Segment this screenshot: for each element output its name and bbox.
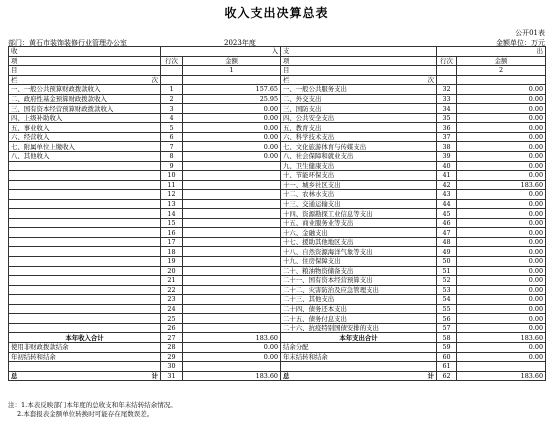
income-item: 八、其他收入 — [9, 152, 161, 162]
income-amount: 25.95 — [183, 94, 281, 104]
income-item — [9, 199, 161, 209]
header-mu-right: 目 — [281, 66, 437, 76]
header-mu-left: 目 — [9, 66, 161, 76]
expense-amount: 0.00 — [457, 295, 546, 305]
expense-item: 十八、自然资源海洋气象等支出 — [281, 247, 437, 257]
expense-item: 十、节能环保支出 — [281, 171, 437, 181]
income-amount — [183, 161, 281, 171]
expense-amount: 0.00 — [457, 161, 546, 171]
expense-amount — [457, 362, 546, 372]
income-amount — [183, 323, 281, 333]
expense-item — [281, 371, 437, 381]
header-item-right: 项 — [281, 56, 437, 66]
income-amount — [183, 171, 281, 181]
income-amount: 0.00 — [183, 352, 281, 362]
income-row-no: 17 — [161, 237, 183, 247]
expense-item: 本年支出合计 — [281, 333, 437, 343]
income-item — [9, 371, 161, 381]
expense-amount: 0.00 — [457, 323, 546, 333]
form-number: 公开01表 — [515, 29, 545, 37]
header-rowno-right: 行次 — [437, 56, 457, 66]
table-row — [9, 142, 546, 152]
expense-amount: 0.00 — [457, 266, 546, 276]
expense-row-no: 34 — [437, 104, 457, 114]
income-amount: 0.00 — [183, 142, 281, 152]
income-amount: 157.65 — [183, 85, 281, 95]
income-amount — [183, 237, 281, 247]
expense-amount: 0.00 — [457, 209, 546, 219]
income-row-no: 14 — [161, 209, 183, 219]
expense-item: 三、国防支出 — [281, 104, 437, 114]
income-row-no: 18 — [161, 247, 183, 257]
income-row-no: 31 — [161, 371, 183, 381]
income-amount — [183, 228, 281, 238]
expense-item: 二十五、债务付息支出 — [281, 314, 437, 324]
table-row — [9, 132, 546, 142]
expense-amount: 0.00 — [457, 123, 546, 133]
header-col1: 1 — [183, 66, 281, 76]
expense-row-no: 32 — [437, 85, 457, 95]
income-item — [9, 276, 161, 286]
table-row — [9, 323, 546, 333]
table-row — [9, 218, 546, 228]
income-amount — [183, 362, 281, 372]
income-amount: 0.00 — [183, 113, 281, 123]
expense-row-no: 45 — [437, 209, 457, 219]
expense-amount: 0.00 — [457, 304, 546, 314]
expense-row-no: 33 — [437, 94, 457, 104]
header-row-1 — [9, 47, 546, 57]
income-item: 四、上级补助收入 — [9, 113, 161, 123]
income-row-no: 7 — [161, 142, 183, 152]
table-row — [9, 352, 546, 362]
table-row — [9, 333, 546, 343]
income-row-no: 1 — [161, 85, 183, 95]
expense-amount: 0.00 — [457, 247, 546, 257]
expense-row-no: 57 — [437, 323, 457, 333]
table-row — [9, 237, 546, 247]
income-item — [9, 314, 161, 324]
expense-amount: 0.00 — [457, 257, 546, 267]
expense-row-no: 39 — [437, 152, 457, 162]
income-item — [9, 266, 161, 276]
unit-label: 金额单位：万元 — [496, 39, 545, 47]
income-row-no: 12 — [161, 190, 183, 200]
footnote-1: 注：1.本表反映部门本年度的总收支和年末结转结余情况。 — [8, 401, 177, 409]
expense-item: 十四、资源勘探工业信息等支出 — [281, 209, 437, 219]
income-item — [9, 171, 161, 181]
header-col2: 2 — [457, 66, 546, 76]
income-item-part-b: 计 — [151, 371, 158, 380]
income-amount — [183, 199, 281, 209]
income-amount: 183.60 — [183, 371, 281, 381]
table-row — [9, 104, 546, 114]
income-row-no: 23 — [161, 295, 183, 305]
table-row — [9, 85, 546, 95]
expense-item: 九、卫生健康支出 — [281, 161, 437, 171]
expense-amount: 0.00 — [457, 113, 546, 123]
expense-row-no: 48 — [437, 237, 457, 247]
income-amount: 0.00 — [183, 104, 281, 114]
income-item: 三、国有资本经营预算财政拨款收入 — [9, 104, 161, 114]
income-row-no: 26 — [161, 323, 183, 333]
header-lan-ci-left — [9, 75, 161, 85]
expense-item: 二十三、其他支出 — [281, 295, 437, 305]
income-item — [9, 285, 161, 295]
expense-row-no: 35 — [437, 113, 457, 123]
income-row-no: 8 — [161, 152, 183, 162]
expense-item: 结余分配 — [281, 342, 437, 352]
income-item — [9, 247, 161, 257]
header-row-2 — [9, 56, 546, 66]
expense-item: 四、公共安全支出 — [281, 113, 437, 123]
expense-row-no: 49 — [437, 247, 457, 257]
income-row-no: 25 — [161, 314, 183, 324]
expense-row-no: 51 — [437, 266, 457, 276]
expense-amount: 0.00 — [457, 314, 546, 324]
expense-row-no: 53 — [437, 285, 457, 295]
header-lan-right: 栏 — [283, 75, 290, 84]
table-row — [9, 113, 546, 123]
expense-row-no: 36 — [437, 123, 457, 133]
income-amount — [183, 295, 281, 305]
header-row-4 — [9, 75, 546, 85]
table-row — [9, 209, 546, 219]
expense-amount: 0.00 — [457, 190, 546, 200]
expense-row-no: 42 — [437, 180, 457, 190]
expense-row-no: 50 — [437, 257, 457, 267]
income-amount — [183, 190, 281, 200]
income-item: 七、附属单位上缴收入 — [9, 142, 161, 152]
expense-row-no: 55 — [437, 304, 457, 314]
income-row-no: 6 — [161, 132, 183, 142]
expense-item: 七、文化旅游体育与传媒支出 — [281, 142, 437, 152]
expense-amount: 0.00 — [457, 285, 546, 295]
table-row — [9, 362, 546, 372]
expense-row-no: 61 — [437, 362, 457, 372]
income-item: 六、经营收入 — [9, 132, 161, 142]
expense-row-no: 43 — [437, 190, 457, 200]
expense-item: 年末结转和结余 — [281, 352, 437, 362]
income-item: 本年收入合计 — [9, 333, 161, 343]
header-amount-left: 金额 — [183, 56, 281, 66]
income-row-no: 19 — [161, 257, 183, 267]
expense-amount: 0.00 — [457, 85, 546, 95]
header-ci-left: 次 — [151, 75, 158, 84]
expense-item: 二十一、国有资本经营预算支出 — [281, 276, 437, 286]
header-rowno-left: 行次 — [161, 56, 183, 66]
income-row-no: 10 — [161, 171, 183, 181]
income-row-no: 21 — [161, 276, 183, 286]
income-row-no: 2 — [161, 94, 183, 104]
expense-row-no: 38 — [437, 142, 457, 152]
header-chu-label: 出 — [437, 47, 546, 57]
income-amount — [183, 218, 281, 228]
income-amount: 183.60 — [183, 333, 281, 343]
income-row-no: 3 — [161, 104, 183, 114]
header-ci-right: 次 — [427, 75, 435, 84]
income-item: 使用非财政拨款结余 — [9, 342, 161, 352]
expense-row-no: 52 — [437, 276, 457, 286]
table-body — [9, 47, 546, 381]
income-item — [9, 257, 161, 267]
expense-amount: 0.00 — [457, 237, 546, 247]
income-item — [9, 218, 161, 228]
table-row — [9, 94, 546, 104]
table-row — [9, 314, 546, 324]
expense-row-no: 59 — [437, 342, 457, 352]
expense-item: 二十四、债务还本支出 — [281, 304, 437, 314]
expense-item: 二十、粮油物资储备支出 — [281, 266, 437, 276]
income-item: 五、事业收入 — [9, 123, 161, 133]
expense-item: 十九、住房保障支出 — [281, 257, 437, 267]
header-item-left: 项 — [9, 56, 161, 66]
income-item: 年初结转和结余 — [9, 352, 161, 362]
income-item — [9, 362, 161, 372]
expense-item: 十二、农林水支出 — [281, 190, 437, 200]
income-row-no: 4 — [161, 113, 183, 123]
expense-amount: 0.00 — [457, 352, 546, 362]
header-lan-left: 栏 — [11, 75, 18, 84]
income-amount — [183, 257, 281, 267]
expense-row-no: 46 — [437, 218, 457, 228]
income-item — [9, 209, 161, 219]
expense-row-no: 60 — [437, 352, 457, 362]
expense-amount: 0.00 — [457, 199, 546, 209]
expense-item: 十七、援助其他地区支出 — [281, 237, 437, 247]
income-item — [9, 323, 161, 333]
income-item — [9, 295, 161, 305]
table-row — [9, 199, 546, 209]
income-amount — [183, 285, 281, 295]
income-row-no: 22 — [161, 285, 183, 295]
header-blank-2-left — [161, 75, 183, 85]
table-row — [9, 342, 546, 352]
income-amount: 0.00 — [183, 132, 281, 142]
income-amount — [183, 180, 281, 190]
expense-item: 二十二、灾害防治及应急管理支出 — [281, 285, 437, 295]
expense-amount: 0.00 — [457, 142, 546, 152]
year-label: 2023年度 — [224, 39, 256, 47]
income-item: 二、政府性基金预算财政拨款收入 — [9, 94, 161, 104]
header-zhi-label: 支 — [281, 47, 437, 57]
income-row-no: 24 — [161, 304, 183, 314]
expense-row-no: 54 — [437, 295, 457, 305]
expense-amount: 183.60 — [457, 180, 546, 190]
expense-item: 十三、交通运输支出 — [281, 199, 437, 209]
table-row — [9, 257, 546, 267]
expense-item: 二、外交支出 — [281, 94, 437, 104]
header-ru-label: 入 — [161, 47, 281, 57]
income-item — [9, 228, 161, 238]
expense-row-no: 56 — [437, 314, 457, 324]
department-label: 部门：黄石市装饰装修行业管理办公室 — [8, 39, 127, 47]
table-row — [9, 247, 546, 257]
income-row-no: 13 — [161, 199, 183, 209]
income-amount — [183, 314, 281, 324]
table-row — [9, 304, 546, 314]
expense-item: 五、教育支出 — [281, 123, 437, 133]
expense-amount: 0.00 — [457, 132, 546, 142]
income-row-no: 29 — [161, 352, 183, 362]
header-blank-3-right — [457, 75, 546, 85]
expense-row-no: 58 — [437, 333, 457, 343]
income-row-no: 9 — [161, 161, 183, 171]
income-row-no: 11 — [161, 180, 183, 190]
expense-item: 十一、城乡社区支出 — [281, 180, 437, 190]
income-amount — [183, 276, 281, 286]
expense-row-no: 44 — [437, 199, 457, 209]
table-row — [9, 152, 546, 162]
income-expense-table — [8, 46, 546, 381]
income-row-no: 5 — [161, 123, 183, 133]
income-amount — [183, 247, 281, 257]
income-row-no: 16 — [161, 228, 183, 238]
income-amount: 0.00 — [183, 342, 281, 352]
expense-amount: 183.60 — [457, 371, 546, 381]
header-income-label: 收 — [9, 47, 161, 57]
expense-row-no: 37 — [437, 132, 457, 142]
expense-item-part-a: 总 — [283, 371, 290, 380]
expense-amount: 0.00 — [457, 276, 546, 286]
income-item-part-a: 总 — [11, 371, 18, 380]
expense-item: 六、科学技术支出 — [281, 132, 437, 142]
income-row-no: 15 — [161, 218, 183, 228]
income-row-no: 30 — [161, 362, 183, 372]
table-row — [9, 276, 546, 286]
expense-amount: 0.00 — [457, 104, 546, 114]
expense-row-no: 47 — [437, 228, 457, 238]
table-row — [9, 228, 546, 238]
income-item — [9, 237, 161, 247]
expense-row-no: 62 — [437, 371, 457, 381]
expense-item — [281, 362, 437, 372]
income-amount — [183, 266, 281, 276]
expense-item: 一、一般公共服务支出 — [281, 85, 437, 95]
expense-item: 十五、商业服务业等支出 — [281, 218, 437, 228]
expense-amount: 0.00 — [457, 152, 546, 162]
expense-item: 二十六、抗疫特别国债安排的支出 — [281, 323, 437, 333]
expense-amount: 0.00 — [457, 94, 546, 104]
income-item — [9, 304, 161, 314]
table-row — [9, 266, 546, 276]
expense-item-part-b: 计 — [427, 371, 435, 380]
income-amount — [183, 209, 281, 219]
expense-amount: 0.00 — [457, 218, 546, 228]
header-blank-left — [161, 66, 183, 76]
expense-item: 十六、金融支出 — [281, 228, 437, 238]
expense-amount: 183.60 — [457, 333, 546, 343]
table-row — [9, 285, 546, 295]
expense-row-no: 40 — [437, 161, 457, 171]
header-blank-right — [437, 66, 457, 76]
table-row — [9, 171, 546, 181]
income-item — [9, 180, 161, 190]
expense-item: 八、社会保障和就业支出 — [281, 152, 437, 162]
income-row-no: 20 — [161, 266, 183, 276]
table-row — [9, 371, 546, 381]
income-row-no: 28 — [161, 342, 183, 352]
expense-amount: 0.00 — [457, 171, 546, 181]
report-title: 收入支出决算总表 — [224, 6, 329, 20]
income-amount — [183, 304, 281, 314]
table-row — [9, 180, 546, 190]
income-amount: 0.00 — [183, 152, 281, 162]
expense-row-no: 41 — [437, 171, 457, 181]
table-row — [9, 295, 546, 305]
income-amount: 0.00 — [183, 123, 281, 133]
table-row — [9, 161, 546, 171]
table-row — [9, 123, 546, 133]
expense-amount: 0.00 — [457, 342, 546, 352]
expense-amount: 0.00 — [457, 228, 546, 238]
income-row-no: 27 — [161, 333, 183, 343]
income-item — [9, 190, 161, 200]
income-item: 一、一般公共预算财政拨款收入 — [9, 85, 161, 95]
income-item — [9, 161, 161, 171]
table-row — [9, 190, 546, 200]
footnote-2: 2.本套报表金额单位转换时可能存在尾数误差。 — [17, 410, 154, 418]
header-amount-right: 金额 — [457, 56, 546, 66]
header-lan-ci-right — [281, 75, 437, 85]
footnotes — [8, 401, 177, 419]
header-blank-2-right — [437, 75, 457, 85]
header-blank-3-left — [183, 75, 281, 85]
header-row-3 — [9, 66, 546, 76]
